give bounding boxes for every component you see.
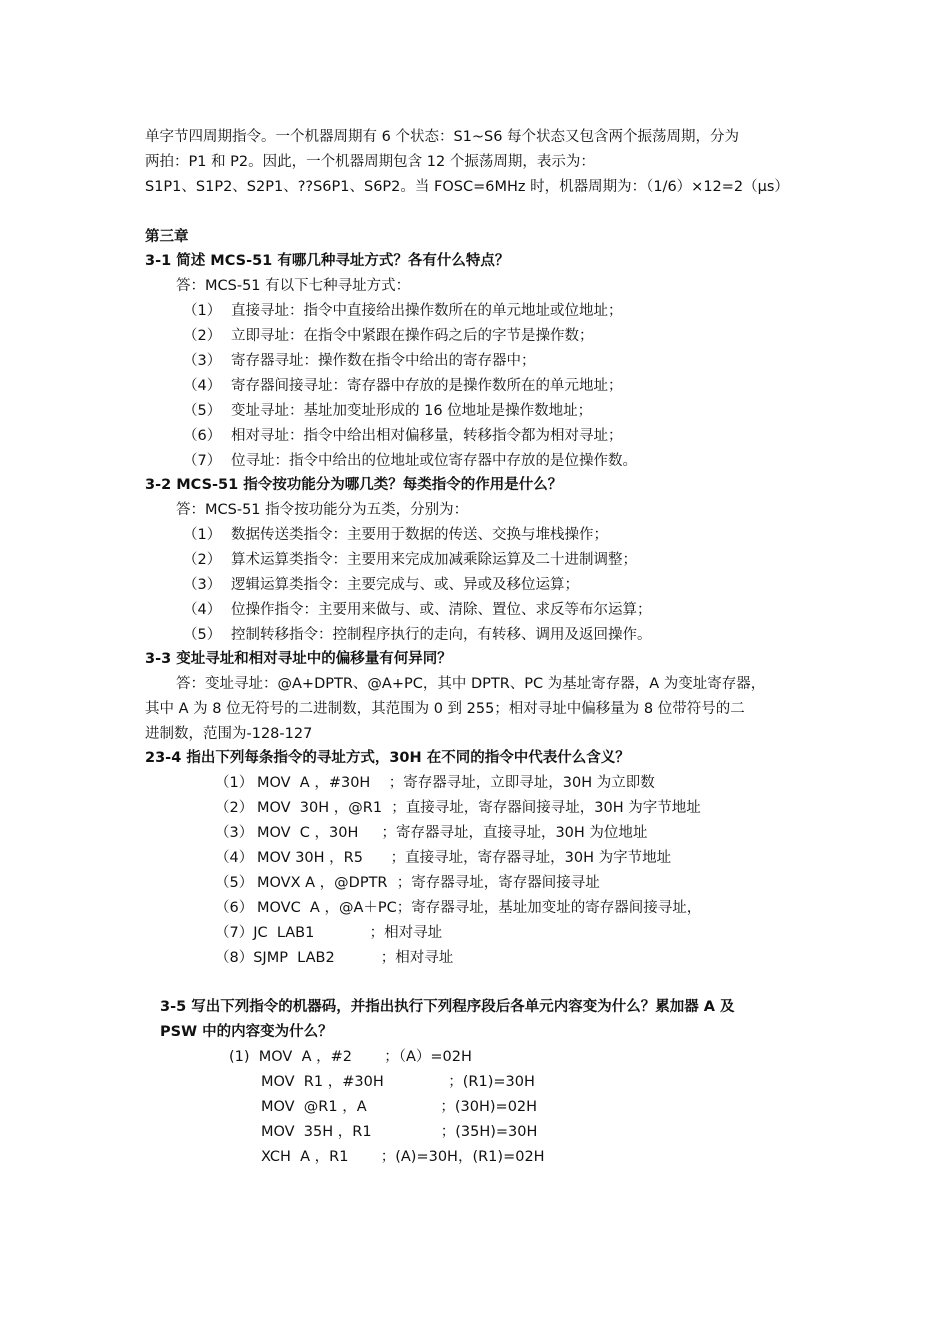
list-item <box>183 325 594 347</box>
answer-3-3-line-3: 进制数，范围为-128-127 <box>145 726 313 742</box>
item-text: 逻辑运算类指令：主要完成与、或、异或及移位运算； <box>231 577 579 593</box>
item-text: MOV 30H ，R5 ；直接寻址，寄存器寻址，30H 为字节地址 <box>257 850 672 866</box>
intro-line-2: 两拍：P1 和 P2。因此，一个机器周期包含 12 个振荡周期，表示为： <box>145 154 595 170</box>
item-text: MOVC A ，@A＋PC；寄存器寻址，基址加变址的寄存器间接寻址， <box>257 900 702 916</box>
list-item <box>183 624 652 646</box>
item-text: MOVX A ，@DPTR ；寄存器寻址，寄存器间接寻址 <box>257 875 600 891</box>
item-number: （2） <box>183 552 222 568</box>
question-3-3: 3-3 变址寻址和相对寻址中的偏移量有何异同？ <box>145 651 452 667</box>
item-text: 变址寻址：基址加变址形成的 16 位地址是操作数地址； <box>231 403 593 419</box>
list-item <box>183 375 623 397</box>
list-item <box>183 425 623 447</box>
list-item <box>215 797 701 819</box>
item-number: （4） <box>215 850 254 866</box>
list-item <box>215 897 701 919</box>
code-line: MOV R1 ，#30H ；(R1)=30H <box>261 1074 535 1090</box>
item-text: 位寻址：指令中给出的位地址或位寄存器中存放的是位操作数。 <box>231 453 637 469</box>
item-text: 寄存器寻址：操作数在指令中给出的寄存器中； <box>231 353 536 369</box>
list-item <box>183 599 652 621</box>
list-item <box>183 400 592 422</box>
item-number: （5） <box>183 403 222 419</box>
item-number: （3） <box>215 825 254 841</box>
chapter-title: 第三章 <box>145 229 189 245</box>
item-number: （3） <box>183 577 222 593</box>
intro-line-3: S1P1、S1P2、S2P1、??S6P1、S6P2。当 FOSC=6MHz 时，机器周期为：（1/6）×12=2（μs） <box>145 179 789 195</box>
item-number: （7） <box>183 453 222 469</box>
list-item <box>215 872 600 894</box>
answer-3-2: 答：MCS-51 指令按功能分为五类，分别为： <box>176 502 469 518</box>
question-3-2: 3-2 MCS-51 指令按功能分为哪几类？每类指令的作用是什么？ <box>145 477 563 493</box>
question-3-5-line-2: PSW 中的内容变为什么？ <box>160 1024 333 1040</box>
item-number: （4） <box>183 378 222 394</box>
item-text: MOV C ，30H ；寄存器寻址，直接寻址，30H 为位地址 <box>257 825 648 841</box>
answer-3-1: 答：MCS-51 有以下七种寻址方式： <box>176 278 411 294</box>
intro-line-1: 单字节四周期指令。一个机器周期有 6 个状态：S1~S6 每个状态又包含两个振荡周期，分为 <box>145 129 740 145</box>
item-text: 数据传送类指令：主要用于数据的传送、交换与堆栈操作； <box>231 527 608 543</box>
list-item: （7）JC LAB1 ；相对寻址 <box>215 925 443 941</box>
item-number: （1） <box>183 303 222 319</box>
item-text: 直接寻址：指令中直接给出操作数所在的单元地址或位地址； <box>231 303 623 319</box>
question-3-5-line-1: 3-5 写出下列指令的机器码，并指出执行下列程序段后各单元内容变为什么？累加器 A 及 <box>160 999 735 1015</box>
code-line: MOV @R1 ，A ；(30H)=02H <box>261 1099 538 1115</box>
item-number: （4） <box>183 602 222 618</box>
question-3-1: 3-1 简述 MCS-51 有哪几种寻址方式？各有什么特点？ <box>145 253 510 269</box>
item-number: （3） <box>183 353 222 369</box>
question-3-4: 23-4 指出下列每条指令的寻址方式，30H 在不同的指令中代表什么含义？ <box>145 750 630 766</box>
item-text: 寄存器间接寻址：寄存器中存放的是操作数所在的单元地址； <box>231 378 623 394</box>
item-text: 相对寻址：指令中给出相对偏移量，转移指令都为相对寻址； <box>231 428 623 444</box>
item-text: 算术运算类指令：主要用来完成加减乘除运算及二十进制调整； <box>231 552 637 568</box>
item-number: （6） <box>183 428 222 444</box>
list-item <box>183 450 637 472</box>
item-text: MOV A ，#30H ；寄存器寻址，立即寻址，30H 为立即数 <box>257 775 655 791</box>
item-number: （1） <box>215 775 254 791</box>
code-line: (1) MOV A ，#2 ；（A）=02H <box>229 1049 472 1065</box>
item-number: （2） <box>183 328 222 344</box>
list-item <box>215 822 647 844</box>
answer-3-3-line-2: 其中 A 为 8 位无符号的二进制数，其范围为 0 到 255；相对寻址中偏移量为 8 位带符号的二 <box>145 701 745 717</box>
answer-3-3-line-1: 答：变址寻址：@A+DPTR、@A+PC，其中 DPTR、PC 为基址寄存器，A 为变址寄存器， <box>176 676 766 692</box>
list-item <box>215 847 671 869</box>
list-item <box>183 350 536 372</box>
list-item <box>215 772 655 794</box>
code-line: XCH A ，R1 ；(A)=30H，(R1)=02H <box>261 1149 545 1165</box>
list-item <box>183 524 608 546</box>
item-number: （5） <box>215 875 254 891</box>
list-item: （8）SJMP LAB2 ；相对寻址 <box>215 950 454 966</box>
item-text: 立即寻址：在指令中紧跟在操作码之后的字节是操作数； <box>231 328 594 344</box>
list-item <box>183 574 579 596</box>
item-text: 位操作指令：主要用来做与、或、清除、置位、求反等布尔运算； <box>231 602 652 618</box>
list-item <box>183 549 637 571</box>
code-line: MOV 35H ，R1 ；(35H)=30H <box>261 1124 538 1140</box>
item-text: MOV 30H ，@R1 ；直接寻址，寄存器间接寻址，30H 为字节地址 <box>257 800 701 816</box>
item-number: （1） <box>183 527 222 543</box>
item-number: （5） <box>183 627 222 643</box>
list-item <box>183 300 623 322</box>
item-number: （6） <box>215 900 254 916</box>
item-text: 控制转移指令：控制程序执行的走向，有转移、调用及返回操作。 <box>231 627 652 643</box>
item-number: （2） <box>215 800 254 816</box>
